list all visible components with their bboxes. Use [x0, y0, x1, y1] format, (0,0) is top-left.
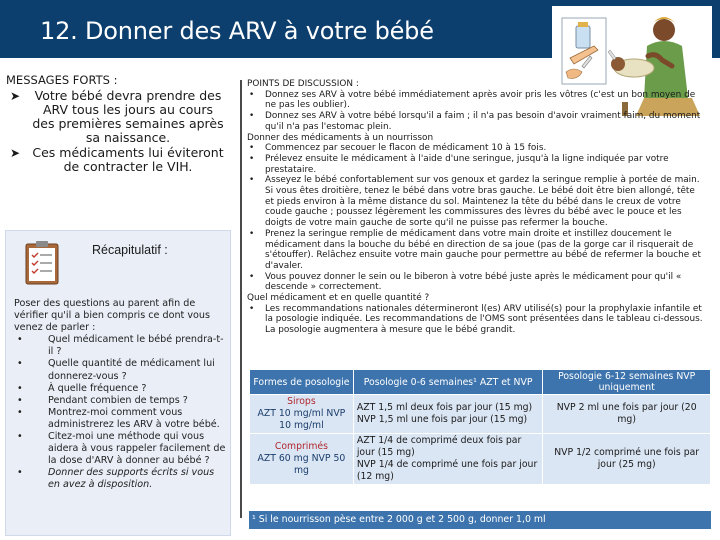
page-title: 12. Donner des ARV à votre bébé	[40, 17, 434, 45]
column-divider	[240, 80, 242, 518]
checklist-clipboard-icon	[24, 239, 60, 285]
dosage-table	[249, 369, 711, 485]
table-row	[250, 434, 711, 485]
arrow-bullet-icon: ➤	[10, 89, 21, 103]
recap-question: • À quelle fréquence ?	[14, 383, 228, 395]
key-messages-title: MESSAGES FORTS :	[6, 73, 118, 87]
recap-body	[14, 298, 228, 492]
form-detail: AZT 10 mg/ml NVP 10 mg/ml	[257, 408, 346, 431]
key-messages	[6, 73, 226, 203]
step-item: • Prélevez ensuite le médicament à l'aide d'une seringue, jusqu'à la ligne indiquée par votre prestataire.	[247, 154, 703, 175]
recap-question: • Montrez-moi comment vous administrerez les ARV à votre bébé.	[14, 407, 228, 431]
footnote: ¹ Si le nourrisson pèse entre 2 000 g et 2 500 g, donner 1,0 ml	[249, 511, 711, 529]
dose-0-6-cell	[353, 395, 543, 434]
discussion-intro-list	[247, 90, 703, 133]
discussion-item: • Donnez ses ARV à votre bébé lorsqu'il a faim ; il n'a pas besoin d'avoir vraiment faim, du moment qu'il n'a pas l'estomac plein.	[247, 111, 703, 132]
form-detail: AZT 60 mg NVP 50 mg	[257, 453, 346, 476]
administration-steps	[247, 143, 703, 293]
arrow-bullet-icon: ➤	[10, 146, 21, 160]
key-message-item: ➤ Ces médicaments lui éviteront de contracter le VIH.	[10, 145, 224, 174]
recap-questions	[14, 334, 228, 491]
section-title: Donner des médicaments à un nourrisson	[247, 132, 434, 143]
dosage-form-cell	[250, 434, 354, 485]
step-item: • Vous pouvez donner le sein ou le biberon à votre bébé juste après le médicament pour qu'il « descende » correctement.	[247, 272, 703, 293]
recap-intro: Poser des questions au parent afin de vérifier qu'il a bien compris ce dont vous venez de parler :	[14, 298, 210, 334]
key-message-item: ➤ Votre bébé devra prendre des ARV tous les jours au cours des premières semaines après sa naissance.	[10, 88, 224, 145]
table-row	[250, 395, 711, 434]
dose-0-6-cell	[353, 434, 543, 485]
recap-question: • Quelle quantité de médicament lui donnerez-vous ?	[14, 358, 228, 382]
step-item: • Asseyez le bébé confortablement sur vos genoux et gardez la seringue remplie à portée de main. Si vous êtes droitière, tenez le bébé dans votre bras gauche. Le bébé doit être bien allongé, tête et pieds environ à la même distance du sol. Maintenez la tête du bébé dans le creux de votre coude gauche ; poussez légèrement les commissures des lèvres du bébé avec le pouce et les doigts de votre main gauche de sorte qu'il ne puisse pas refermer la bouche.	[247, 175, 703, 229]
dose-line: AZT 1/4 de comprimé deux fois par jour (15 mg)	[356, 435, 522, 458]
recap-title: Récapitulatif :	[92, 243, 168, 257]
recap-panel	[5, 230, 231, 536]
column-header: Posologie 6-12 semaines NVP uniquement	[543, 370, 711, 395]
dosage-form-cell	[250, 395, 354, 434]
dose-line: NVP 1/4 de comprimé une fois par jour (12 mg)	[356, 459, 538, 482]
recap-question: • Quel médicament le bébé prendra-t-il ?	[14, 334, 228, 358]
discussion-points	[247, 79, 703, 336]
table-header-row	[250, 370, 711, 395]
question-item: • Les recommandations nationales détermineront l(es) ARV utilisé(s) pour la prophylaxie infantile et la posologie indiquée. Les recommandations de l'OMS sont présentées dans le tableau ci-dessous. La posologie augmentera à mesure que le bébé grandit.	[247, 304, 703, 336]
discussion-title: POINTS DE DISCUSSION :	[247, 79, 359, 89]
discussion-item: • Donnez ses ARV à votre bébé immédiatement après avoir pris les vôtres (c'est un bon moyen de ne pas les oublier).	[247, 90, 703, 111]
recap-header	[6, 231, 230, 289]
dose-line: NVP 1,5 ml une fois par jour (15 mg)	[356, 414, 528, 425]
form-name: Comprimés	[274, 441, 328, 452]
question-title: Quel médicament et en quelle quantité ?	[247, 293, 430, 304]
key-messages-list	[6, 89, 226, 174]
column-header: Formes de posologie	[250, 370, 354, 395]
column-header: Posologie 0-6 semaines¹ AZT et NVP	[353, 370, 543, 395]
step-item: • Commencez par secouer le flacon de médicament 10 à 15 fois.	[247, 143, 703, 154]
question-list	[247, 304, 703, 336]
dose-line: AZT 1,5 ml deux fois par jour (15 mg)	[356, 402, 533, 413]
recap-question: • Citez-moi une méthode qui vous aidera à vous rappeler facilement de la dose d'ARV à donner au bébé ?	[14, 431, 228, 467]
recap-question: • Pendant combien de temps ?	[14, 395, 228, 407]
step-item: • Prenez la seringue remplie de médicament dans votre main droite et instillez doucement le médicament dans la bouche du bébé en direction de sa joue (pas de la gorge car il risquerait de s'étouffer). Relâchez ensuite votre main gauche pour permettre au bébé de refermer la bouche et d'avaler.	[247, 229, 703, 272]
recap-question: • Donner des supports écrits si vous en avez à disposition.	[14, 467, 228, 491]
dose-6-12-cell: NVP 1/2 comprimé une fois par jour (25 mg)	[543, 434, 711, 485]
dose-6-12-cell: NVP 2 ml une fois par jour (20 mg)	[543, 395, 711, 434]
form-name: Sirops	[287, 396, 316, 407]
